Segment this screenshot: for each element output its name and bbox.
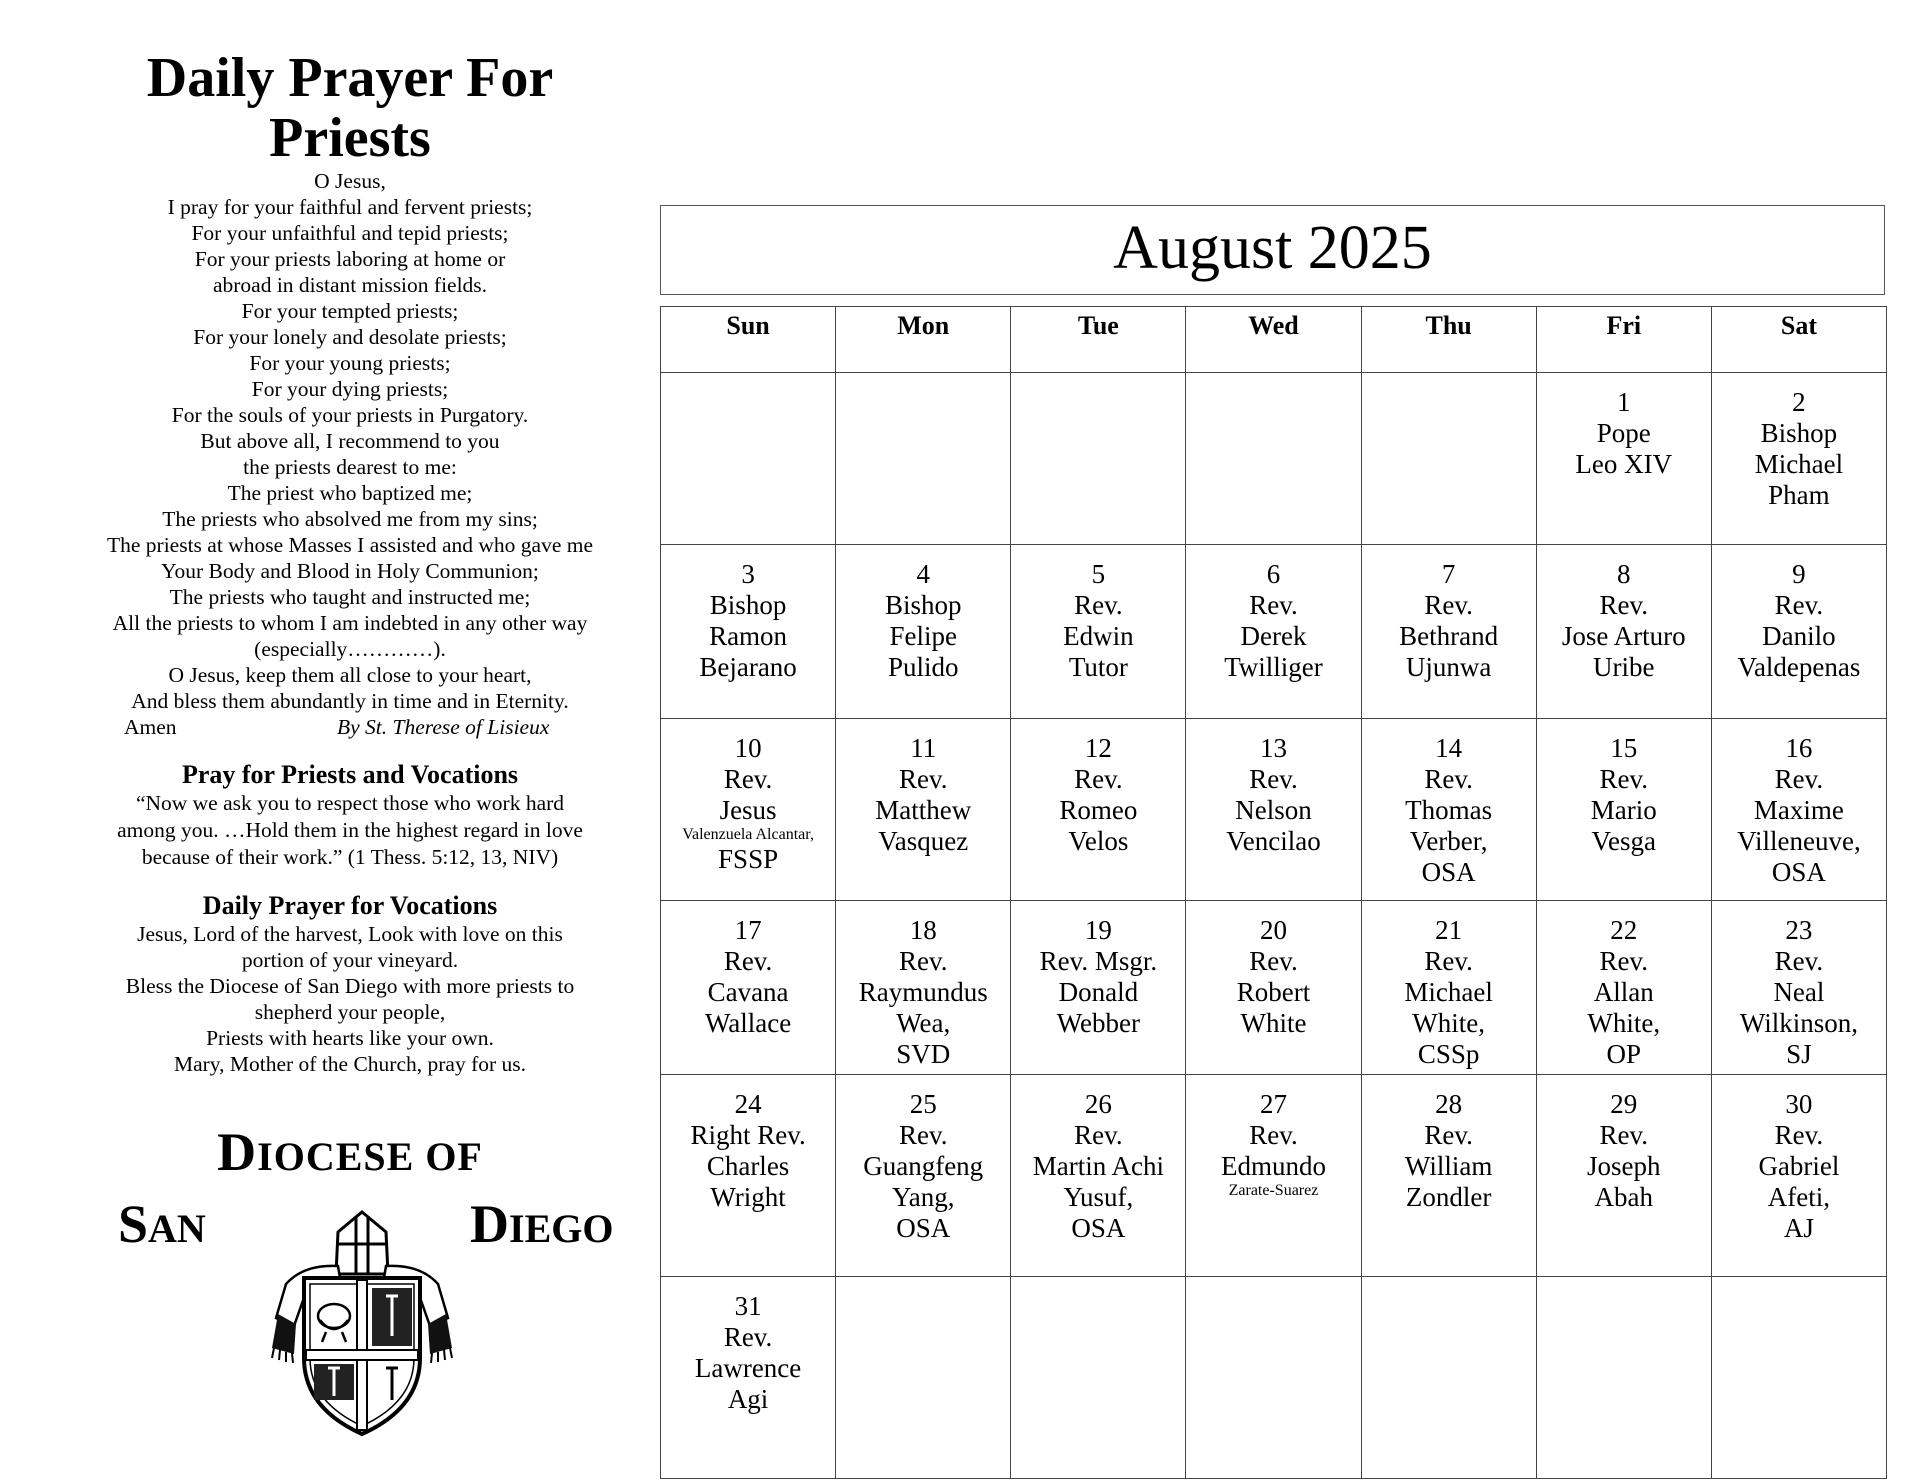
calendar-week-row [661,373,1887,545]
priest-name-line: Wright [710,1182,786,1212]
prayer-line: The priests who absolved me from my sins; [162,507,538,531]
calendar-empty-cell [836,373,1011,545]
day-number: 27 [1259,1089,1287,1119]
priest-name-line: Rev. [1249,1120,1298,1150]
priest-name-line: Maxime [1753,795,1844,825]
priest-name-line: Rev. [1774,764,1824,794]
day-number: 6 [1266,559,1281,589]
priest-name-line: Guangfeng [863,1151,984,1181]
amen-text: Amen [124,715,177,739]
day-number: 31 [734,1291,762,1321]
priest-name-line: Pham [1768,480,1830,510]
calendar-day-cell [1361,901,1536,1075]
priest-name-line: Rev. [1599,1120,1649,1150]
day-number: 13 [1259,733,1287,763]
priest-name-line: Michael [1754,449,1844,479]
calendar-day-cell [661,545,836,719]
calendar-empty-cell [1361,1277,1536,1479]
title-line-1: Daily Prayer For [146,47,554,109]
calendar-day-cell [836,901,1011,1075]
priest-name-line: Rev. [898,764,948,794]
calendar-day-cell [661,719,836,901]
priest-name-line: Vesga [1591,826,1657,856]
prayer-line: All the priests to whom I am indebted in any other way [112,611,588,635]
priest-name-line: Agi [727,1384,769,1414]
priest-name-line: Velos [1068,826,1129,856]
calendar-empty-cell [661,373,836,545]
weekday-header: Fri [1536,307,1711,373]
calendar-day-cell [1011,1075,1186,1277]
prayer-line: (especially…………). [254,637,446,661]
priest-name-line: Robert [1236,977,1311,1007]
priest-name-line: Bethrand [1399,621,1499,651]
title-line-2: Priests [269,107,431,169]
day-number: 29 [1610,1089,1638,1119]
calendar-day-cell [1361,545,1536,719]
page-title [60,48,640,168]
prayer-attribution: By St. Therese of Lisieux [337,715,550,739]
priest-name-line: Wallace [704,1008,792,1038]
priest-name-line: Raymundus [858,977,988,1007]
scripture-line: “Now we ask you to respect those who work hard [135,791,565,815]
calendar-empty-cell [836,1277,1011,1479]
day-number: 15 [1610,733,1638,763]
vocations-scripture-text [60,790,640,871]
priest-name-line: Edmundo [1220,1151,1326,1181]
logo-text-san: SAN [118,1194,206,1254]
day-number: 5 [1091,559,1106,589]
calendar-grid [660,306,1887,1479]
priest-name-line: Rev. [1774,1120,1824,1150]
calendar-empty-cell [1536,1277,1711,1479]
priest-name-line: Bishop [884,590,962,620]
priest-name-line: Rev. [1424,1120,1473,1150]
priest-name-line: Pulido [887,652,959,682]
calendar-month-title: August 2025 [660,205,1885,295]
prayer-line: I pray for your faithful and fervent priests; [167,195,533,219]
calendar-week-row [661,901,1887,1075]
daily-prayer-text [60,168,640,714]
calendar-day-cell [1186,719,1361,901]
priest-name-line: White, [1587,1008,1661,1038]
priest-name-line: Rev. [1599,590,1649,620]
vocations-prayer-text [60,921,640,1077]
calendar-day-cell [1186,545,1361,719]
priest-name-line: Abah [1594,1182,1654,1212]
priest-name-line: Wea, [896,1008,951,1038]
calendar-weeks [661,373,1887,1479]
priest-name-line: Vasquez [878,826,969,856]
day-number: 3 [741,559,755,589]
day-number: 17 [734,915,762,945]
priest-name-line: Bishop [709,590,787,620]
day-number: 25 [909,1089,937,1119]
calendar-empty-cell [1011,1277,1186,1479]
priest-name-line: Rev. [1074,764,1123,794]
priest-name-line: Rev. [1249,946,1298,976]
priest-name-line: Thomas [1405,795,1493,825]
prayer-line: The priests who taught and instructed me; [169,585,531,609]
weekday-header: Wed [1186,307,1361,373]
priest-name-line: Cavana [707,977,789,1007]
calendar-week-row [661,719,1887,901]
priest-name-line: Lawrence [694,1353,802,1383]
prayer-line: O Jesus, [314,169,386,193]
priest-name-line: Valdepenas [1737,652,1861,682]
priest-name-line: OP [1606,1039,1642,1069]
calendar-day-cell [1536,545,1711,719]
day-number: 2 [1792,387,1806,417]
priest-name-line: OSA [1421,857,1476,887]
prayer-line: For the souls of your priests in Purgatory. [171,403,529,427]
priest-name-line: White, [1412,1008,1485,1038]
day-number: 4 [916,559,930,589]
priest-name-line: Rev. [1424,590,1473,620]
priest-name-line: Villeneuve, [1737,826,1861,856]
priest-name-line: Webber [1056,1008,1140,1038]
priest-name-line: Donald [1058,977,1139,1007]
day-number: 20 [1259,915,1287,945]
calendar-day-cell [836,719,1011,901]
priest-name-line: Gabriel [1758,1151,1840,1181]
priest-name-line: Rev. [723,764,773,794]
diocese-logo [60,1122,640,1452]
calendar-day-cell [1536,373,1711,545]
calendar-day-cell [1536,1075,1711,1277]
calendar-day-cell [1186,1075,1361,1277]
calendar-empty-cell [1186,1277,1361,1479]
vocations-heading: Pray for Priests and Vocations [181,760,519,789]
vocations-prayer-heading: Daily Prayer for Vocations [202,891,498,920]
prayer-line: The priests at whose Masses I assisted and who gave me [106,533,594,557]
day-number: 28 [1435,1089,1463,1119]
priest-name-line: OSA [1071,1213,1126,1243]
priest-name-line: Danilo [1762,621,1836,651]
priest-name-line: Rev. [1249,764,1298,794]
day-number: 12 [1084,733,1112,763]
coat-of-arms-icon [264,1208,460,1438]
priest-name-line: Rev. [1774,946,1824,976]
scripture-line: because of their work.” (1 Thess. 5:12, 13, NIV) [141,845,559,869]
priest-name-line: Bishop [1760,418,1838,448]
logo-text-diocese-of: DIOCESE OF [217,1122,483,1182]
day-number: 30 [1785,1089,1813,1119]
day-number: 26 [1084,1089,1112,1119]
weekday-header: Thu [1361,307,1536,373]
priest-name-line: Rev. [723,1322,773,1352]
vocation-prayer-line: Priests with hearts like your own. [206,1026,494,1050]
prayer-line: But above all, I recommend to you [200,429,500,453]
priest-name-line: Matthew [875,795,972,825]
prayer-line: And bless them abundantly in time and in Eternity. [131,689,569,713]
logo-text-diego: DIEGO [470,1194,614,1254]
priest-name-line: Rev. [1249,590,1298,620]
prayer-line: abroad in distant mission fields. [212,273,488,297]
priest-name-line: Mario [1590,795,1657,825]
day-number: 14 [1435,733,1463,763]
prayer-line: The priest who baptized me; [227,481,473,505]
prayer-line: For your tempted priests; [241,299,459,323]
day-number: 10 [734,733,762,763]
priest-name-line: Zarate-Suarez [1228,1182,1319,1199]
priest-name-line: CSSp [1417,1039,1480,1069]
priest-name-line: William [1404,1151,1493,1181]
priest-name-line: Ujunwa [1405,652,1492,682]
priest-name-line: Leo XIV [1575,449,1673,479]
priest-name-line: SJ [1786,1039,1812,1069]
priest-name-line: Rev. [1424,764,1473,794]
prayer-closing [60,714,640,740]
priest-name-line: Jose Arturo [1561,621,1686,651]
weekday-header: Mon [836,307,1011,373]
calendar-day-cell [1186,901,1361,1075]
priest-name-line: Tutor [1068,652,1128,682]
priest-name-line: Uribe [1593,652,1655,682]
priest-name-line: Rev. Msgr. [1039,946,1158,976]
prayer-line: For your lonely and desolate priests; [193,325,507,349]
priest-name-line: Rev. [898,1120,948,1150]
priest-name-line: Michael [1404,977,1493,1007]
priest-name-line: Pope [1596,418,1651,448]
calendar-day-cell [1011,901,1186,1075]
priest-name-line: Rev. [898,946,948,976]
priest-name-line: Derek [1240,621,1307,651]
day-number: 1 [1617,387,1631,417]
day-number: 16 [1785,733,1813,763]
priest-name-line: FSSP [718,844,779,874]
prayer-line: For your unfaithful and tepid priests; [191,221,509,245]
priest-name-line: SVD [896,1039,951,1069]
priest-name-line: Charles [706,1151,790,1181]
priest-name-line: Twilliger [1224,652,1323,682]
prayer-line: For your dying priests; [251,377,449,401]
priest-name-line: OSA [896,1213,951,1243]
priest-name-line: Wilkinson, [1739,1008,1858,1038]
priest-name-line: Valenzuela Alcantar, [682,826,814,843]
priest-name-line: White [1240,1008,1307,1038]
priest-name-line: Rev. [1599,946,1649,976]
day-number: 23 [1785,915,1813,945]
priest-name-line: Rev. [1074,1120,1123,1150]
priest-name-line: Rev. [723,946,773,976]
scripture-line: among you. …Hold them in the highest regard in love [117,818,583,842]
calendar-day-cell [661,1075,836,1277]
day-number: 8 [1617,559,1631,589]
calendar-day-cell [661,901,836,1075]
priest-name-line: Afeti, [1767,1182,1831,1212]
calendar-empty-cell [1011,373,1186,545]
day-number: 18 [909,915,937,945]
priest-name-line: Right Rev. [690,1120,806,1150]
priest-name-line: Yang, [891,1182,955,1212]
prayer-line: For your young priests; [249,351,451,375]
day-number: 9 [1792,559,1806,589]
prayer-line: For your priests laboring at home or [194,247,506,271]
priest-name-line: Rev. [1774,590,1824,620]
priest-name-line: Felipe [889,621,957,651]
weekday-header: Tue [1011,307,1186,373]
calendar-day-cell [1011,719,1186,901]
vocation-prayer-line: portion of your vineyard. [241,948,459,972]
day-number: 24 [734,1089,762,1119]
priest-name-line: Jesus [719,795,777,825]
priest-name-line: Romeo [1059,795,1138,825]
day-number: 11 [910,733,937,763]
weekday-header-row [661,307,1887,373]
priest-name-line: Allan [1593,977,1654,1007]
calendar-day-cell [1711,373,1886,545]
vocation-prayer-line: shepherd your people, [254,1000,446,1024]
priest-name-line: Edwin [1063,621,1134,651]
calendar-day-cell [836,1075,1011,1277]
calendar-day-cell [1361,719,1536,901]
priest-name-line: Neal [1773,977,1825,1007]
calendar-day-cell [1011,545,1186,719]
calendar-empty-cell [1361,373,1536,545]
day-number: 19 [1084,915,1112,945]
vocation-prayer-line: Jesus, Lord of the harvest, Look with love on this [137,922,563,946]
calendar-week-row [661,1277,1887,1479]
prayer-line: the priests dearest to me: [243,455,457,479]
calendar-day-cell [1361,1075,1536,1277]
priest-name-line: Rev. [1599,764,1649,794]
priest-name-line: Ramon [709,621,788,651]
vocation-prayer-line: Mary, Mother of the Church, pray for us. [173,1052,527,1076]
calendar-empty-cell [1711,1277,1886,1479]
prayer-line: O Jesus, keep them all close to your heart, [168,663,532,687]
priest-name-line: Zondler [1405,1182,1492,1212]
day-number: 22 [1610,915,1638,945]
calendar-day-cell [661,1277,836,1479]
priest-name-line: Martin Achi [1032,1151,1164,1181]
priest-name-line: Bejarano [699,652,797,682]
prayer-column [60,48,640,1077]
priest-name-line: OSA [1771,857,1826,887]
priest-name-line: Verber, [1409,826,1488,856]
calendar-week-row [661,1075,1887,1277]
day-number: 7 [1441,559,1456,589]
weekday-header: Sun [661,307,836,373]
calendar-week-row [661,545,1887,719]
calendar-day-cell [1536,901,1711,1075]
priest-name-line: Vencilao [1226,826,1321,856]
vocation-prayer-line: Bless the Diocese of San Diego with more priests to [125,974,575,998]
calendar-day-cell [1711,1075,1886,1277]
calendar-day-cell [1711,545,1886,719]
priest-name-line: AJ [1783,1213,1814,1243]
day-number: 21 [1435,915,1463,945]
priest-name-line: Joseph [1587,1151,1661,1181]
calendar-day-cell [836,545,1011,719]
calendar-empty-cell [1186,373,1361,545]
calendar-day-cell [1711,901,1886,1075]
priest-name-line: Nelson [1235,795,1312,825]
priest-name-line: Yusuf, [1063,1182,1134,1212]
weekday-header: Sat [1711,307,1886,373]
calendar-day-cell [1711,719,1886,901]
priest-name-line: Rev. [1424,946,1473,976]
priest-name-line: Rev. [1074,590,1123,620]
calendar-day-cell [1536,719,1711,901]
prayer-line: Your Body and Blood in Holy Communion; [161,559,539,583]
